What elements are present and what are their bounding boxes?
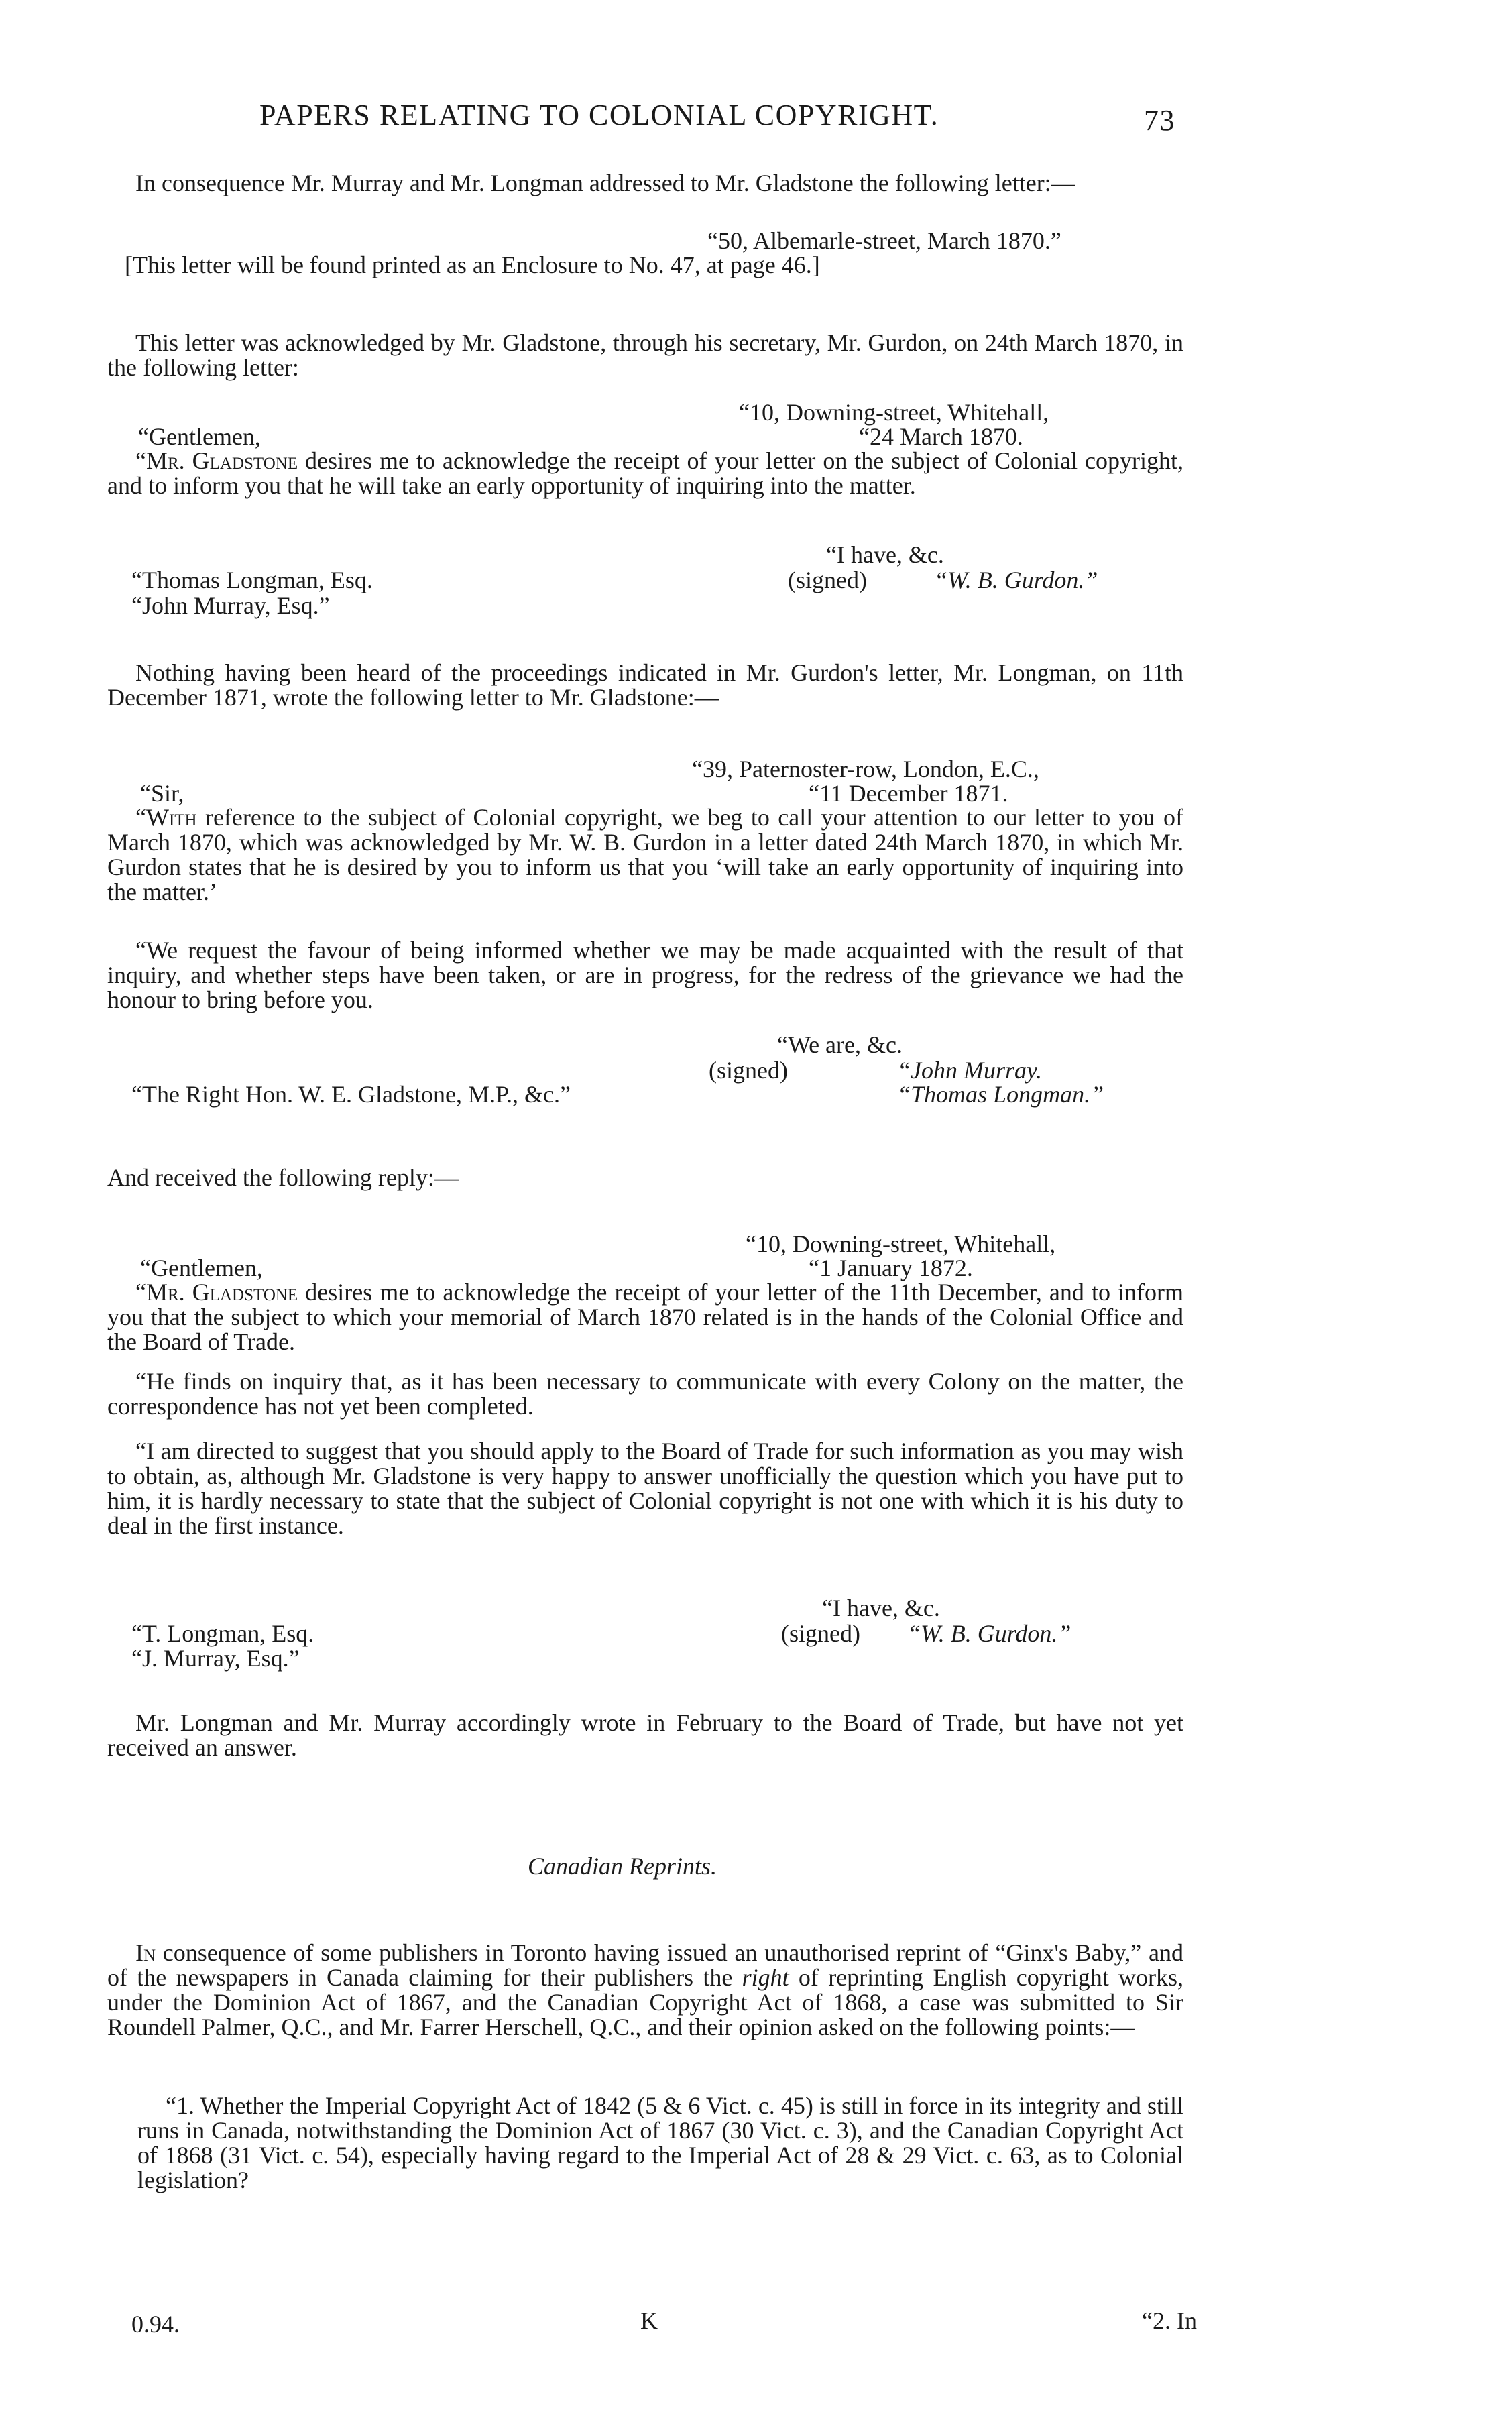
letter-salutation-3: “Gentlemen, (140, 1255, 263, 1281)
letter-address-albemarle: “50, Albemarle-street, March 1870.” (707, 227, 1061, 254)
section-heading-canadian-reprints: Canadian Reprints. (528, 1853, 717, 1880)
letter-body-3a-text: desires me to acknowledge the receipt of your letter of the 11th December, and to inform you that the subject to which your memorial of March 1870 related is in the hands of the Colonial Office and the Board of Trade. (107, 1279, 1183, 1355)
letter-salutation-2: “Sir, (140, 780, 184, 807)
letter-body-1-text: desires me to acknowledge the receipt of your letter on the subject of Colonial copyright, and to inform you that he will take an early opportunity of inquiring into the matter. (107, 447, 1183, 499)
addressee-gladstone: “The Right Hon. W. E. Gladstone, M.P., &c.” (131, 1081, 571, 1108)
letter-body-2a-text: reference to the subject of Colonial copyright, we beg to call your attention to our letter to you of March 1870, which was acknowledged by Mr. W. B. Gurdon in a letter dated 24th March 1870, in which Mr. Gurdon states that he is desired by you to inform us that you ‘will take an early opportunity of inquiring into the matter.’ (107, 804, 1183, 905)
canadian-reprints-lead: In (135, 1939, 156, 1966)
addressee-murray-2: “J. Murray, Esq.” (131, 1645, 300, 1672)
intro-paragraph-4: And received the following reply:— (107, 1164, 459, 1191)
letter-body-3b: “He finds on inquiry that, as it has been necessary to communicate with every Colony on the matter, the correspondence has not yet been completed. (107, 1368, 1183, 1420)
canadian-reprints-em: right (742, 1964, 789, 1991)
letter-body-3a (107, 1280, 1183, 1355)
letter-date-3: “1 January 1872. (809, 1255, 973, 1281)
intro-paragraph-1: In consequence Mr. Murray and Mr. Longman addressed to Mr. Gladstone the following letter:— (135, 170, 1075, 196)
letter-body-3a-lead: “Mr. Gladstone (135, 1279, 298, 1306)
signed-label-2: (signed) (709, 1057, 788, 1084)
letter-body-3c: “I am directed to suggest that you should apply to the Board of Trade for such information as you may wish to obtain, as, although Mr. Gladstone is very happy to answer unofficially the question which you have put to him, it is hardly necessary to state that the subject of Colonial copyright is not one with which it is his duty to deal in the first instance. (107, 1438, 1183, 1539)
letter-date-1: “24 March 1870. (859, 423, 1023, 450)
letter-address-paternoster: “39, Paternoster-row, London, E.C., (692, 756, 1039, 783)
intro-paragraph-2: This letter was acknowledged by Mr. Gladstone, through his secretary, Mr. Gurdon, on 24th March 1870, in the following letter: (107, 329, 1183, 381)
intro-paragraph-3: Nothing having been heard of the proceedings indicated in Mr. Gurdon's letter, Mr. Longman, on 11th December 1871, wrote the following letter to Mr. Gladstone:— (107, 659, 1183, 711)
addressee-longman-1: “Thomas Longman, Esq. (131, 567, 373, 593)
canadian-reprints-text-b: of reprinting English copyright works, under the Dominion Act of 1867, and the Canadian Copyright Act of 1868, a case was submitted to Sir Roundell Palmer, Q.C., and Mr. Farrer Herschell, Q.C., and their opinion asked on the following points:— (107, 1964, 1183, 2040)
canadian-reprints-text-a: consequence of some publishers in Toronto having issued an unauthorised reprint of “Ginx's Baby,” and of the newspapers in Canada claiming for their publishers the (107, 1939, 1183, 1991)
signed-label-1: (signed) (788, 567, 867, 593)
signature-mark: K (640, 2307, 658, 2334)
letter-body-2a (107, 805, 1183, 905)
page-number: 73 (1144, 104, 1175, 137)
catchword: “2. In (1142, 2307, 1197, 2334)
letter-address-downing-1: “10, Downing-street, Whitehall, (739, 399, 1049, 426)
question-1: “1. Whether the Imperial Copyright Act of 1842 (5 & 6 Vict. c. 45) is still in force in its integrity and still runs in Canada, notwithstanding the Dominion Act of 1867 (30 Vict. c. 3), and the Canadian Copyright Act of 1868 (31 Vict. c. 54), especially having regard to the Imperial Act of 28 & 29 Vict. c. 63, as to Colonial legislation? (137, 2092, 1183, 2193)
footer-reference: 0.94. (131, 2311, 180, 2338)
letter-body-1-lead: “Mr. Gladstone (135, 447, 298, 474)
letter-close-2: “We are, &c. (777, 1031, 903, 1058)
enclosure-note: [This letter will be found printed as an Enclosure to No. 47, at page 46.] (125, 251, 820, 278)
signature-gurdon-2: “W. B. Gurdon.” (907, 1620, 1071, 1647)
letter-body-1 (107, 449, 1183, 498)
signature-gurdon-1: “W. B. Gurdon.” (934, 567, 1098, 593)
addressee-longman-2: “T. Longman, Esq. (131, 1620, 314, 1647)
letter-address-downing-2: “10, Downing-street, Whitehall, (746, 1230, 1056, 1257)
outro-paragraph: Mr. Longman and Mr. Murray accordingly wrote in February to the Board of Trade, but have not yet received an answer. (107, 1709, 1183, 1761)
signed-label-3: (signed) (781, 1620, 860, 1647)
letter-salutation-1: “Gentlemen, (138, 423, 261, 450)
signature-longman: “Thomas Longman.” (897, 1081, 1104, 1108)
letter-date-2: “11 December 1871. (809, 780, 1008, 807)
signature-murray: “John Murray. (897, 1057, 1042, 1084)
letter-body-2b: “We request the favour of being informed whether we may be made acquainted with the result of that inquiry, and whether steps have been taken, or are in progress, for the redress of the grievance we had the honour to bring before you. (107, 937, 1183, 1013)
addressee-murray-1: “John Murray, Esq.” (131, 592, 330, 619)
letter-close-3: “I have, &c. (822, 1595, 940, 1621)
letter-body-2a-lead: “With (135, 804, 197, 831)
canadian-reprints-paragraph (107, 1941, 1183, 2040)
running-title: PAPERS RELATING TO COLONIAL COPYRIGHT. (259, 99, 939, 131)
letter-close-1: “I have, &c. (826, 541, 944, 568)
